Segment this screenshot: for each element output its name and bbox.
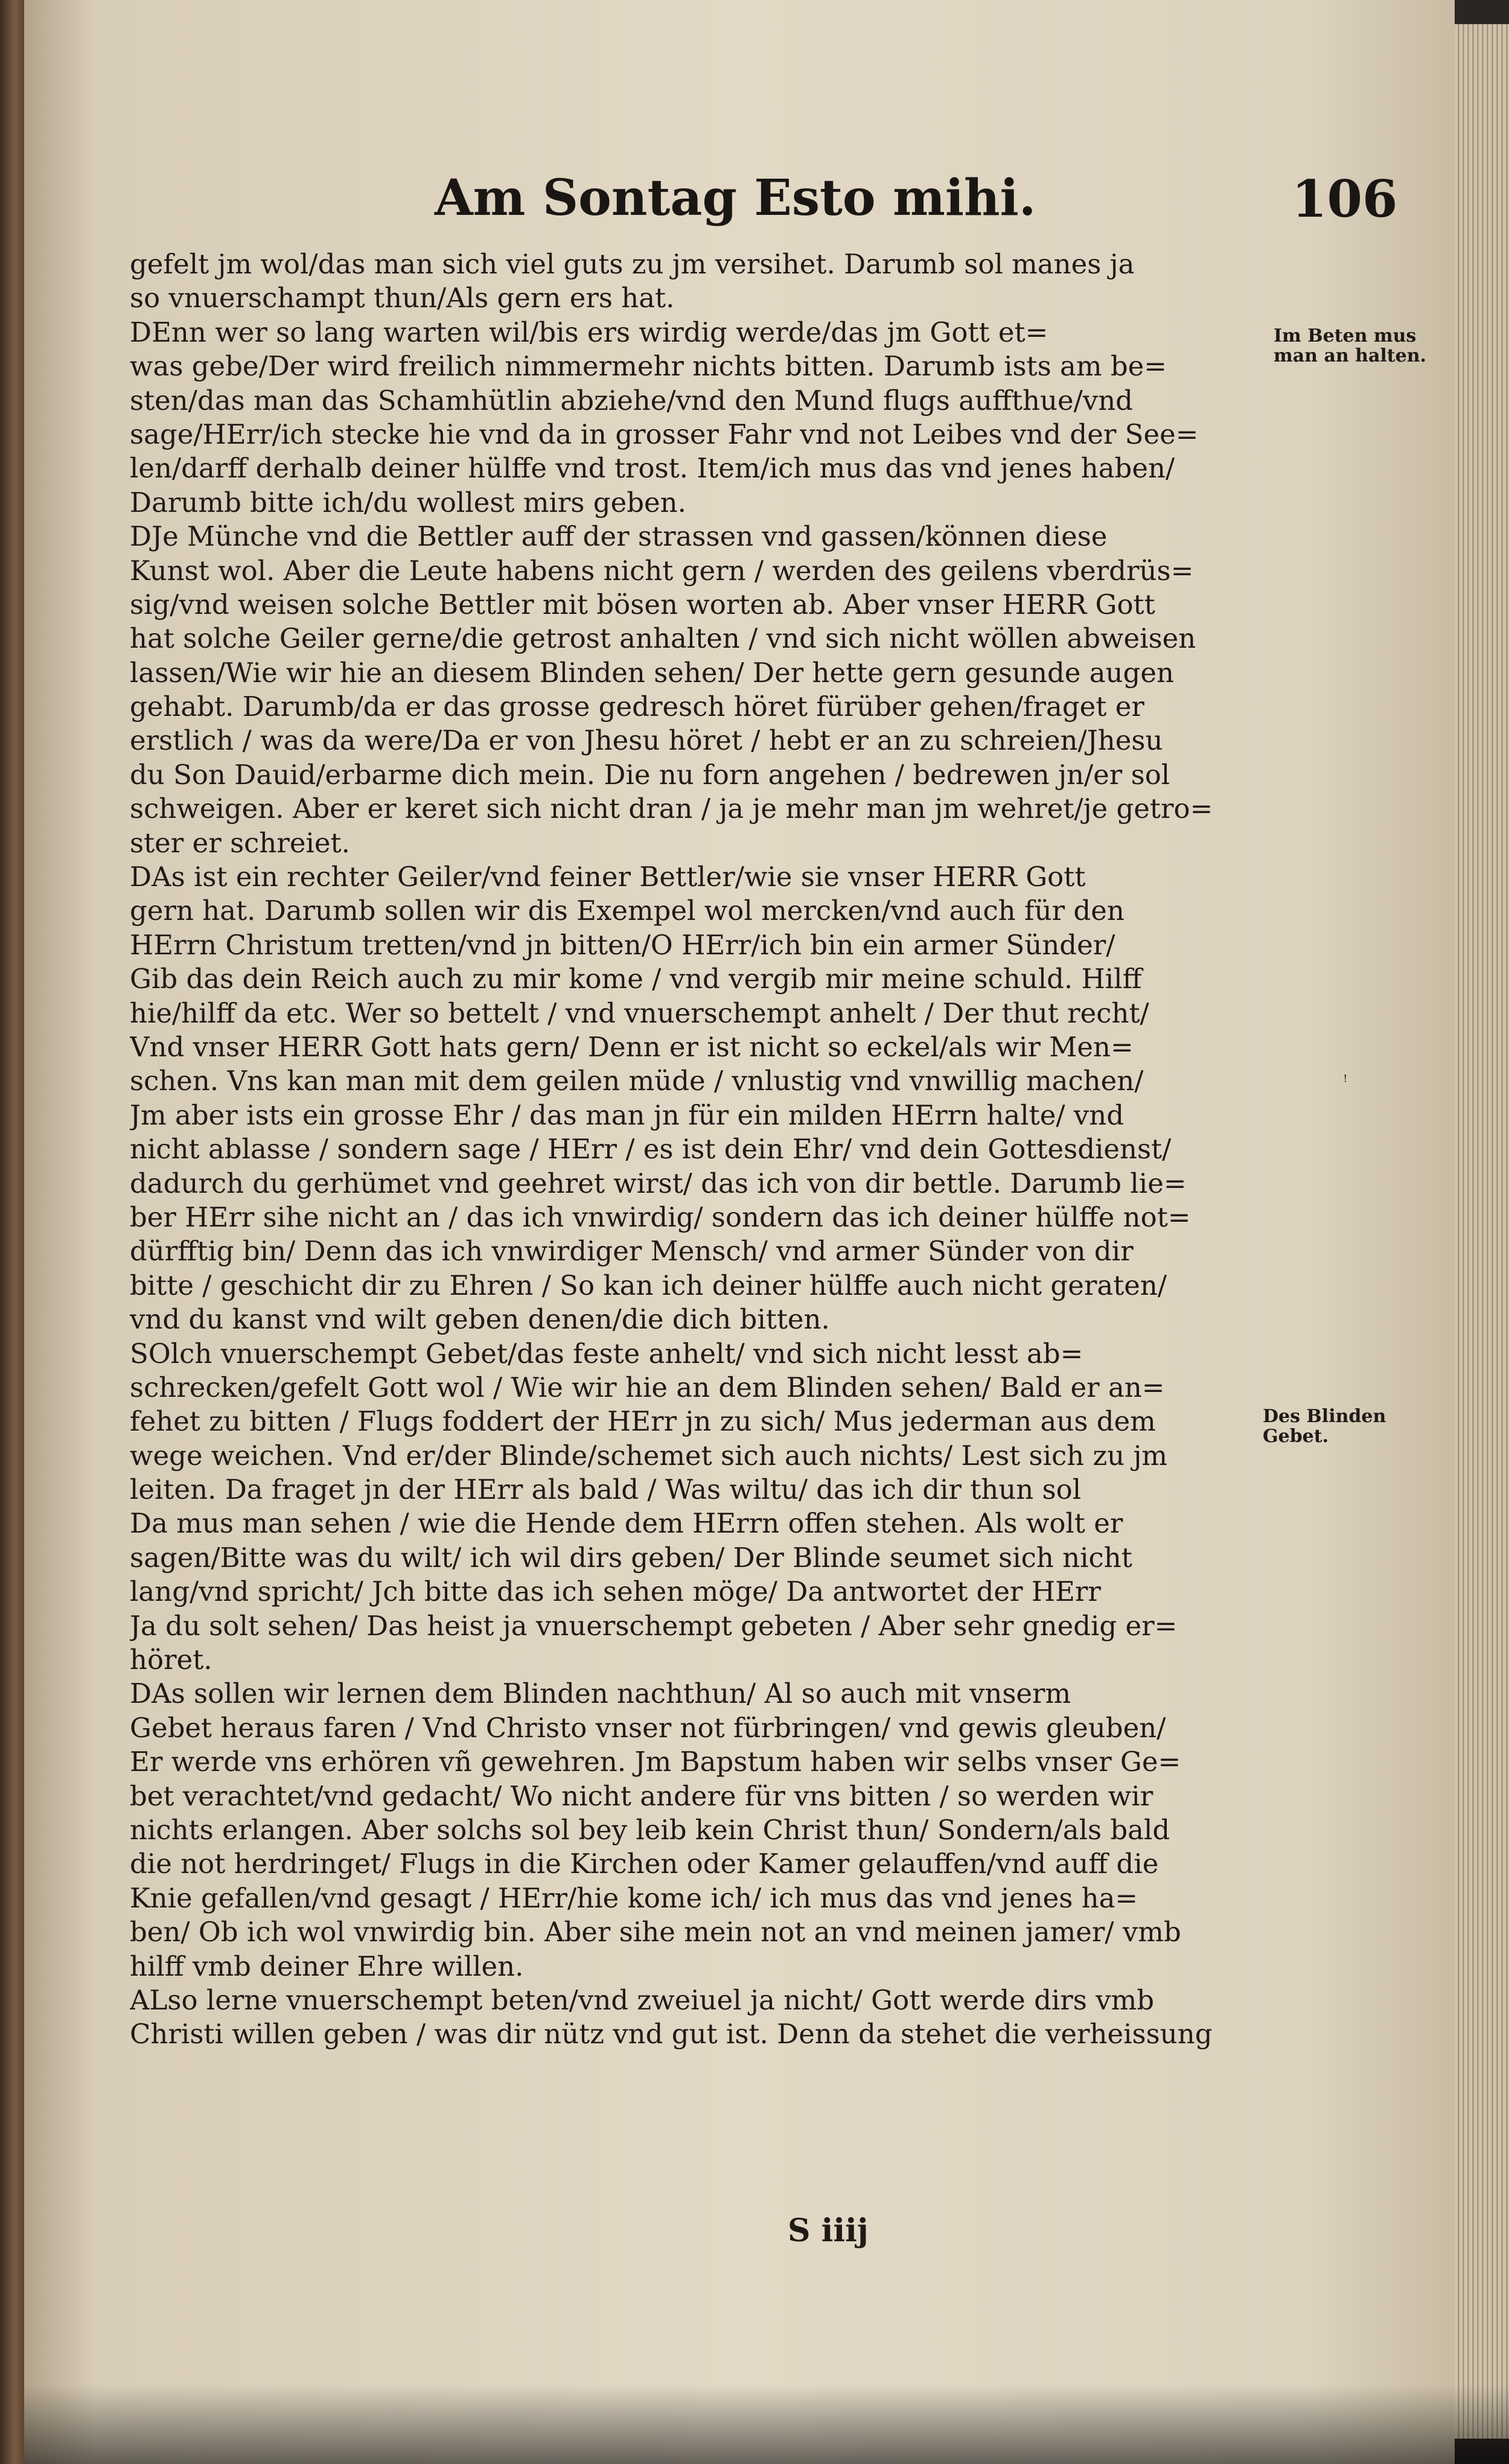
- text-line: die not herdringet/ Flugs in die Kirchen oder Kamer gelauffen/vnd auff die: [130, 1848, 1159, 1880]
- text-line: DJe Münche vnd die Bettler auff der strassen vnd gassen/können diese: [130, 520, 1108, 553]
- text-line: ben/ Ob ich wol vnwirdig bin. Aber sihe mein not an vnd meinen jamer/ vmb: [130, 1916, 1181, 1949]
- text-line: bet verachtet/vnd gedacht/ Wo nicht andere für vns bitten / so werden wir: [130, 1779, 1153, 1812]
- text-line: Gib das dein Reich auch zu mir kome / vnd vergib mir meine schuld. Hilff: [130, 963, 1142, 995]
- text-line: gehabt. Darumb/da er das grosse gedresch höret fürüber gehen/fraget er: [130, 691, 1144, 723]
- text-line: leiten. Da fraget jn der HErr als bald / Was wiltu/ das ich dir thun sol: [130, 1473, 1082, 1506]
- running-head: Am Sontag Esto mihi.: [435, 169, 1036, 227]
- left-page-edge: [0, 0, 24, 2464]
- text-line: hilff vmb deiner Ehre willen.: [130, 1950, 524, 1982]
- text-line: Knie gefallen/vnd gesagt / HErr/hie kome ich/ ich mus das vnd jenes ha=: [130, 1882, 1138, 1914]
- text-line: ster er schreiet.: [130, 826, 350, 859]
- text-line: len/darff derhalb deiner hülffe vnd trost. Item/ich mus das vnd jenes haben/: [130, 452, 1175, 485]
- text-line: schrecken/gefelt Gott wol / Wie wir hie an dem Blinden sehen/ Bald er an=: [130, 1371, 1165, 1403]
- body-text: [130, 247, 1277, 2052]
- text-line: DAs ist ein rechter Geiler/vnd feiner Bettler/wie sie vnser HERR Gott: [130, 861, 1086, 893]
- text-line: Kunst wol. Aber die Leute habens nicht gern / werden des geilens vberdrüs=: [130, 554, 1194, 587]
- text-line: dürfftig bin/ Denn das ich vnwirdiger Mensch/ vnd armer Sünder von dir: [130, 1235, 1134, 1268]
- text-line: Vnd vnser HERR Gott hats gern/ Denn er ist nicht so eckel/als wir Men=: [130, 1030, 1134, 1063]
- text-line: sage/HErr/ich stecke hie vnd da in grosser Fahr vnd not Leibes vnd der See=: [130, 418, 1199, 450]
- text-line: DEnn wer so lang warten wil/bis ers wirdig werde/das jm Gott et=: [130, 316, 1048, 348]
- marginal-note: Im Beten mus man an halten.: [1274, 325, 1426, 366]
- text-line: DAs sollen wir lernen dem Blinden nachthun/ Al so auch mit vnserm: [130, 1677, 1071, 1710]
- text-line: Ja du solt sehen/ Das heist ja vnuerschempt gebeten / Aber sehr gnedig er=: [130, 1609, 1178, 1642]
- text-line: HErrn Christum tretten/vnd jn bitten/O HErr/ich bin ein armer Sünder/: [130, 928, 1115, 961]
- text-line: ALso lerne vnuerschempt beten/vnd zweiuel ja nicht/ Gott werde dirs vmb: [130, 1984, 1155, 2016]
- text-line: dadurch du gerhümet vnd geehret wirst/ das ich von dir bettle. Darumb lie=: [130, 1167, 1187, 1199]
- stray-mark: ꜝ: [1343, 1071, 1348, 1093]
- text-line: was gebe/Der wird freilich nimmermehr nichts bitten. Darumb ists am be=: [130, 350, 1167, 383]
- text-line: nichts erlangen. Aber solchs sol bey leib kein Christ thun/ Sondern/als bald: [130, 1813, 1170, 1846]
- signature-mark: S iiij: [788, 2212, 869, 2249]
- text-line: so vnuerschampt thun/Als gern ers hat.: [130, 282, 675, 314]
- text-line: du Son Dauid/erbarme dich mein. Die nu forn angehen / bedrewen jn/er sol: [130, 758, 1170, 791]
- text-line: wege weichen. Vnd er/der Blinde/schemet sich auch nichts/ Lest sich zu jm: [130, 1439, 1168, 1472]
- text-line: schweigen. Aber er keret sich nicht dran / ja je mehr man jm wehret/je getro=: [130, 793, 1213, 825]
- text-line: bitte / geschicht dir zu Ehren / So kan ich deiner hülffe auch nicht geraten/: [130, 1269, 1167, 1301]
- text-line: höret.: [130, 1644, 212, 1676]
- text-line: schen. Vns kan man mit dem geilen müde / vnlustig vnd vnwillig machen/: [130, 1065, 1144, 1097]
- text-line: fehet zu bitten / Flugs foddert der HErr jn zu sich/ Mus jederman aus dem: [130, 1405, 1156, 1438]
- text-line: hie/hilff da etc. Wer so bettelt / vnd vnuerschempt anhelt / Der thut recht/: [130, 997, 1149, 1029]
- text-line: Gebet heraus faren / Vnd Christo vnser not fürbringen/ vnd gewis gleuben/: [130, 1711, 1166, 1744]
- text-line: lassen/Wie wir hie an diesem Blinden sehen/ Der hette gern gesunde augen: [130, 656, 1174, 689]
- text-line: Er werde vns erhören vñ gewehren. Jm Bapstum haben wir selbs vnser Ge=: [130, 1746, 1181, 1778]
- text-line: sig/vnd weisen solche Bettler mit bösen worten ab. Aber vnser HERR Gott: [130, 588, 1155, 621]
- text-line: sten/das man das Schamhütlin abziehe/vnd den Mund flugs auffthue/vnd: [130, 384, 1133, 417]
- text-line: erstlich / was da were/Da er von Jhesu höret / hebt er an zu schreien/Jhesu: [130, 724, 1163, 757]
- text-line: vnd du kanst vnd wilt geben denen/die dich bitten.: [130, 1303, 830, 1336]
- text-line: Christi willen geben / was dir nütz vnd gut ist. Denn da stehet die verheissung: [130, 2018, 1213, 2051]
- text-line: gern hat. Darumb sollen wir dis Exempel wol mercken/vnd auch für den: [130, 895, 1125, 927]
- text-line: SOlch vnuerschempt Gebet/das feste anhelt/ vnd sich nicht lesst ab=: [130, 1337, 1083, 1370]
- text-line: hat solche Geiler gerne/die getrost anhalten / vnd sich nicht wöllen abweisen: [130, 622, 1196, 655]
- text-line: lang/vnd spricht/ Jch bitte das ich sehen möge/ Da antwortet der HErr: [130, 1575, 1101, 1608]
- text-line: Jm aber ists ein grosse Ehr / das man jn für ein milden HErrn halte/ vnd: [130, 1099, 1125, 1131]
- text-line: nicht ablasse / sondern sage / HErr / es ist dein Ehr/ vnd dein Gottesdienst/: [130, 1133, 1172, 1166]
- page-sheet: [24, 0, 1455, 2464]
- bottom-shadow: [24, 2384, 1509, 2464]
- text-line: sagen/Bitte was du wilt/ ich wil dirs geben/ Der Blinde seumet sich nicht: [130, 1541, 1132, 1574]
- text-line: gefelt jm wol/das man sich viel guts zu jm versihet. Darumb sol manes ja: [130, 248, 1135, 280]
- text-line: Darumb bitte ich/du wollest mirs geben.: [130, 486, 686, 519]
- folio-number: 106: [1292, 169, 1398, 229]
- page-header: [24, 157, 1455, 241]
- text-line: ber HErr sihe nicht an / das ich vnwirdig/ sondern das ich deiner hülffe not=: [130, 1201, 1191, 1233]
- page-edges: [1455, 24, 1509, 2439]
- marginal-note: Des Blinden Gebet.: [1263, 1406, 1386, 1447]
- text-line: Da mus man sehen / wie die Hende dem HErrn offen stehen. Als wolt er: [130, 1507, 1123, 1540]
